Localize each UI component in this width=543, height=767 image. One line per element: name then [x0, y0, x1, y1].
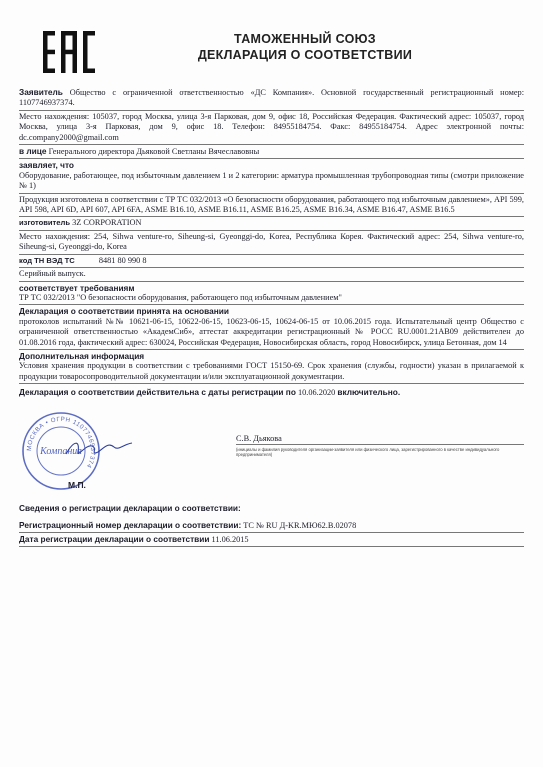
registration-date-row: [19, 534, 524, 547]
stamp-center-text: Компания: [40, 446, 82, 457]
registration-date-label: Дата регистрации декларации о соответствии: [19, 534, 210, 544]
represented-section: [19, 146, 524, 159]
declares-label: заявляет, что: [19, 160, 74, 171]
registration-number-row: [19, 520, 524, 533]
manufacturer-address: Место нахождения: 254, Sihwa venture-ro, Siheung-si, Gyeonggi-do, Korea, Республика Корея. Фактический адрес: 254, Sihwa venture-ro, Siheung-si, Gyeonggi-do, Korea: [19, 232, 524, 255]
registration-heading: Сведения о регистрации декларации о соответствии:: [19, 503, 241, 513]
registration-number-label: Регистрационный номер декларации о соответствии:: [19, 520, 242, 530]
manufacturer-section: [19, 218, 524, 230]
applicant-label: Заявитель: [19, 87, 63, 97]
validity-prefix: Декларация о соответствии действительна с даты регистрации по: [19, 387, 296, 398]
production-standards: Продукция изготовлена в соответствии с ТР ТС 032/2013 «О безопасности оборудования, работающего под избыточным давлением», API 599, API 598, API 6D, API 607, API 6FA, ASME B16.10, ASME B16.11, ASME B16.25, ASME B16.34, ASME B16.47, ASME B16.5: [19, 195, 524, 218]
declaration-title: ДЕКЛАРАЦИЯ О СООТВЕТСТВИИ: [197, 48, 413, 62]
requirements-label: соответствует требованиям: [19, 282, 135, 293]
eac-logo-icon: [43, 31, 97, 73]
manufacturer-label: изготовитель: [19, 218, 70, 228]
registration-date-value: 11.06.2015: [211, 535, 249, 544]
basis-label: Декларация о соответствии принята на основании: [19, 306, 229, 317]
union-title: ТАМОЖЕННЫЙ СОЮЗ: [234, 32, 376, 46]
represented-value: Генерального директора Дьяковой Светланы Вячеславовны: [48, 147, 260, 157]
signature-note: (инициалы и фамилия руководителя организации-заявителя или физического лица, зарегистрированного в качестве индивидуального предпринимателя): [236, 447, 500, 457]
applicant-line: Общество с ограниченной ответственностью «ДС Компания». Основной государственный регистрационный номер: 1107746937374.: [19, 88, 524, 108]
represented-label: в лице: [19, 146, 47, 157]
registration-number-value: ТС № RU Д-KR.МЮ62.В.02078: [243, 521, 357, 530]
seal-place-label: М.П.: [68, 480, 86, 490]
basis-value: протоколов испытаний №№ 10621-06-15, 10622-06-15, 10623-06-15, 10624-06-15 от 10.06.2015 года. Испытательный центр Общество с ограниченной ответственностью «АкадемСиб», аттестат аккредитации регистрационный № РОСС RU.0001.21АВ09 действителен до 01.08.2016 года, фактический адрес: 630024, Российская Федерация, Новосибирская область, город Новосибирск, улица Бетонная, дом 14: [19, 317, 524, 350]
serial-release: Серийный выпуск.: [19, 269, 524, 281]
tnved-label: код ТН ВЭД ТС: [19, 255, 75, 265]
additional-value: Условия хранения продукции в соответствии с требованиями ГОСТ 15150-69. Срок хранения (службы, годности) указан в прилагаемой к продукции товаросопроводительной документации и/или эксплуатационной документации.: [19, 361, 524, 384]
additional-label: Дополнительная информация: [19, 350, 145, 361]
registration-section: [19, 503, 524, 548]
applicant-address: Место нахождения: 105037, город Москва, улица 3-я Парковая, дом 9, офис 18, Российская Федерация. Фактический адрес: 105037, город Москва, улица 3-я Парковая, дом 9, офис 18. Телефон: 84955184754. Факс: 84955184754. Адрес электронной почты: dc.company2000@gmail.com: [19, 112, 524, 145]
signature-line: [236, 444, 524, 445]
manufacturer-name: 3Z CORPORATION: [72, 218, 142, 228]
signer-name: С.В. Дьякова: [236, 434, 282, 443]
requirements-value: ТР ТС 032/2013 "О безопасности оборудования, работающего под избыточным давлением": [19, 293, 524, 305]
document-header: [140, 32, 470, 62]
product-description: Оборудование, работающее, под избыточным давлением 1 и 2 категории: арматура промышленная трубопроводная типы (смотри приложение № 1): [19, 171, 524, 194]
tnved-section: [19, 256, 524, 268]
stamp-ring-text: МОСКВА • ОГРН 1107746937374: [25, 415, 97, 470]
handwritten-signature: [64, 438, 134, 460]
validity-line: [19, 387, 524, 398]
tnved-value: 8481 80 990 8: [98, 255, 147, 265]
validity-date: 10.06.2020: [297, 388, 336, 398]
declaration-body: [19, 87, 524, 399]
applicant-section: [19, 87, 524, 111]
validity-suffix: включительно.: [337, 387, 401, 398]
